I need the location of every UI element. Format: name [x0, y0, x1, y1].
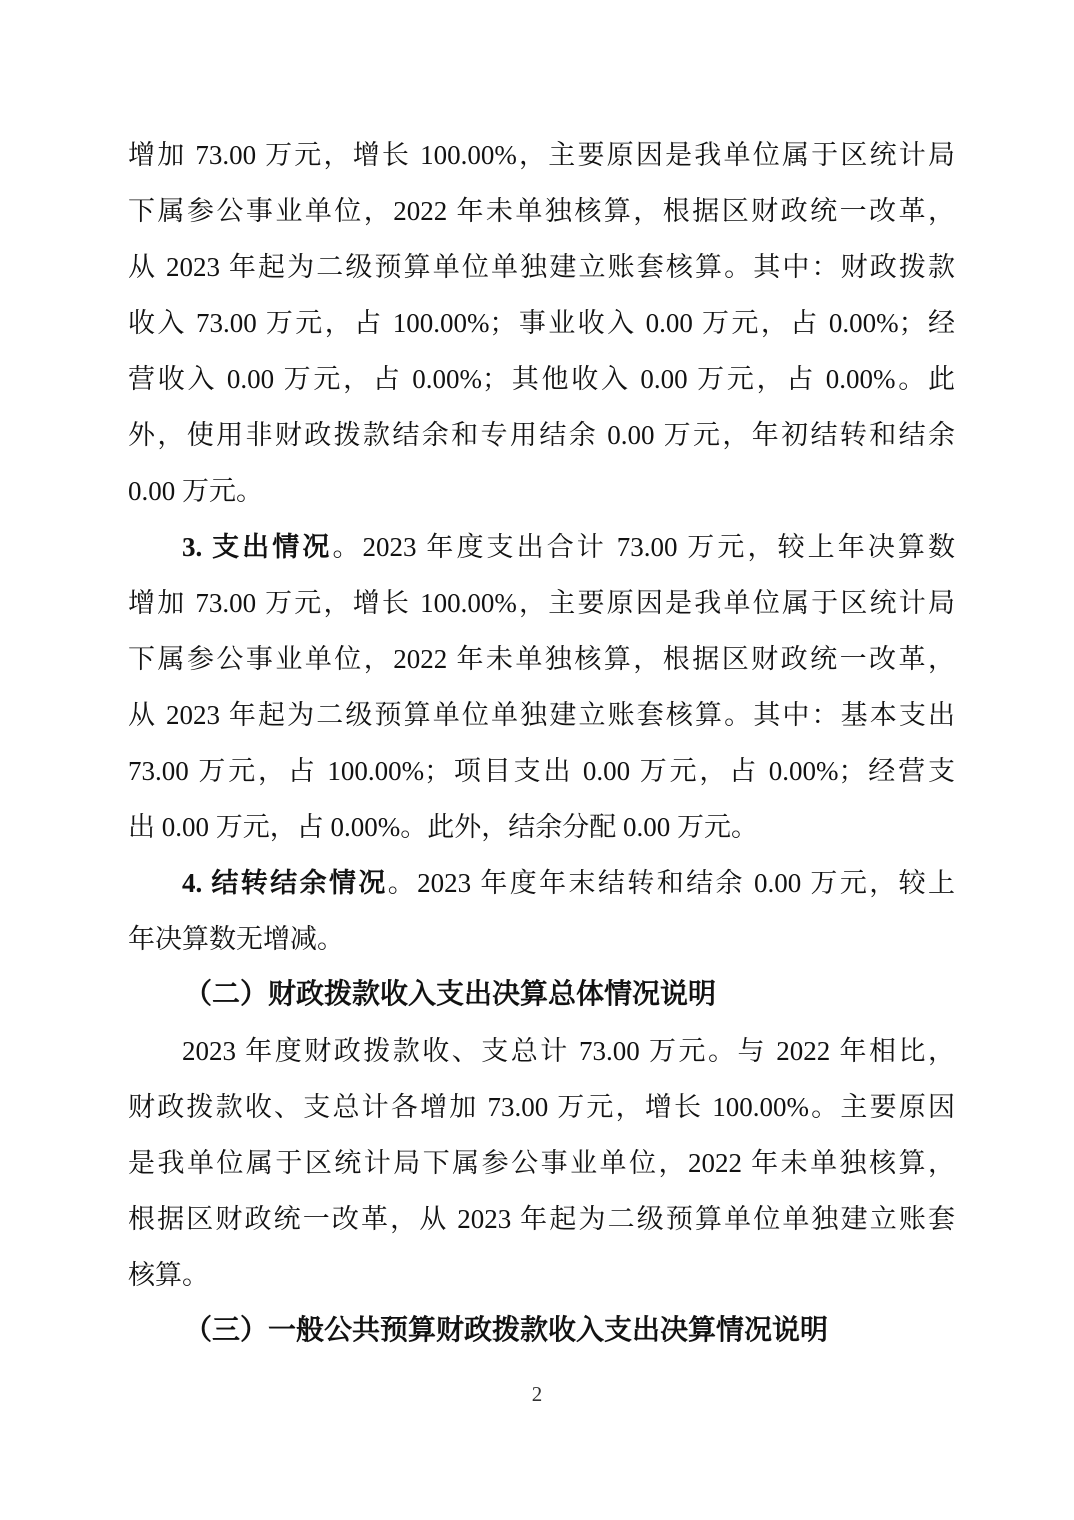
- text-run: 出 0.00 万元，占 0.00%。此外，结余分配 0.00 万元。: [128, 812, 758, 842]
- text-run: 核算。: [128, 1260, 209, 1290]
- text-run: 根据区财政统一改革，从 2023 年起为二级预算单位单独建立账套: [128, 1204, 955, 1234]
- text-run: 。2023 年度年末结转和结余 0.00 万元，较上: [387, 868, 956, 898]
- section-heading: [128, 1303, 955, 1359]
- section-heading: [128, 967, 955, 1023]
- text-line: [128, 351, 955, 407]
- text-run: 。2023 年度支出合计 73.00 万元，较上年决算数: [332, 532, 956, 562]
- text-line: [128, 687, 955, 743]
- text-line: [128, 1079, 955, 1135]
- text-line: [128, 239, 955, 295]
- text-run: 是我单位属于区统计局下属参公事业单位，2022 年未单独核算，: [128, 1148, 955, 1178]
- text-line: [128, 575, 955, 631]
- text-line: [128, 463, 955, 519]
- text-line: [128, 1023, 955, 1079]
- text-run: 从 2023 年起为二级预算单位单独建立账套核算。其中：基本支出: [128, 700, 955, 730]
- text-line: [128, 631, 955, 687]
- text-run: 73.00 万元，占 100.00%；项目支出 0.00 万元，占 0.00%；经营支: [128, 756, 955, 786]
- text-line: [128, 183, 955, 239]
- text-line: [128, 855, 955, 911]
- text-run: 年决算数无增减。: [128, 924, 344, 954]
- bold-run: 4. 结转结余情况: [182, 868, 388, 898]
- page-number: 2: [531, 1382, 543, 1406]
- text-line: [128, 519, 955, 575]
- text-run: 营收入 0.00 万元，占 0.00%；其他收入 0.00 万元，占 0.00%。此: [128, 364, 955, 394]
- text-run: 增加 73.00 万元，增长 100.00%，主要原因是我单位属于区统计局: [128, 588, 955, 618]
- bold-run: 3. 支出情况: [182, 532, 333, 562]
- bold-run: （三）一般公共预算财政拨款收入支出决算情况说明: [184, 1315, 829, 1346]
- text-line: [128, 1191, 955, 1247]
- text-line: [128, 1135, 955, 1191]
- text-run: 0.00 万元。: [128, 476, 263, 506]
- text-line: [128, 295, 955, 351]
- document-body: [128, 127, 955, 1359]
- text-line: [128, 799, 955, 855]
- text-line: [128, 743, 955, 799]
- text-line: [128, 407, 955, 463]
- text-run: 增加 73.00 万元，增长 100.00%，主要原因是我单位属于区统计局: [128, 140, 955, 170]
- text-run: 下属参公事业单位，2022 年未单独核算，根据区财政统一改革，: [128, 644, 955, 674]
- text-line: [128, 127, 955, 183]
- text-run: 财政拨款收、支总计各增加 73.00 万元，增长 100.00%。主要原因: [128, 1092, 955, 1122]
- text-line: [128, 1247, 955, 1303]
- text-run: 2023 年度财政拨款收、支总计 73.00 万元。与 2022 年相比，: [182, 1036, 955, 1066]
- text-run: 下属参公事业单位，2022 年未单独核算，根据区财政统一改革，: [128, 196, 955, 226]
- text-line: [128, 911, 955, 967]
- page-footer: [0, 1380, 1074, 1408]
- text-run: 收入 73.00 万元，占 100.00%；事业收入 0.00 万元，占 0.00%；经: [128, 308, 955, 338]
- text-run: 外，使用非财政拨款结余和专用结余 0.00 万元，年初结转和结余: [128, 420, 955, 450]
- bold-run: （二）财政拨款收入支出决算总体情况说明: [184, 979, 717, 1010]
- text-run: 从 2023 年起为二级预算单位单独建立账套核算。其中：财政拨款: [128, 252, 955, 282]
